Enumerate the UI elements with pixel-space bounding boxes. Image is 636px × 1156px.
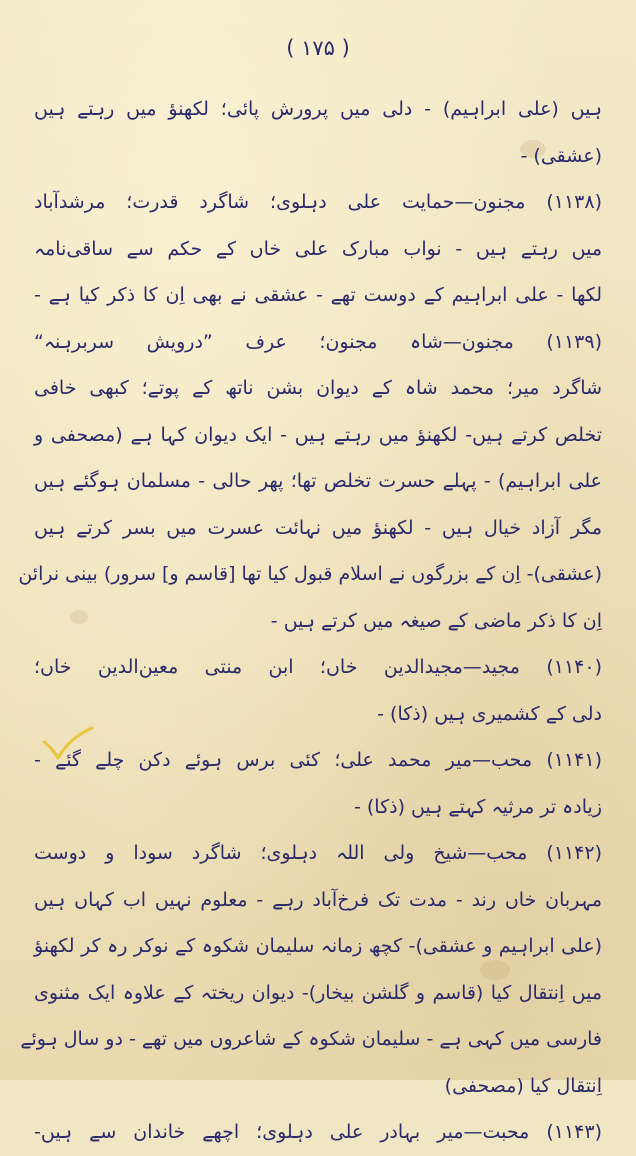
- body-text: [18, 86, 602, 1156]
- entry-heading-line: (۱۱۴۲) محب—شیخ ولی اللہ دہلوی؛ شاگرد سودا و دوست: [34, 842, 602, 864]
- text-line: (عشقی)- اِن کے بزرگوں نے اسلام قبول کیا تھا [قاسم و] سرور) بینی نرائن: [18, 563, 602, 585]
- check-mark-icon: [40, 724, 96, 764]
- text-line: مگر آزاد خیال ہیں - لکھنؤ میں نہائت عسرت میں بسر کرتے ہیں: [34, 516, 602, 539]
- text-line: ہیں (علی ابراہیم) - دلی میں پرورش پائی؛ لکھنؤ میں رہتے ہیں: [34, 98, 602, 120]
- entry-heading-line: (۱۱۳۹) مجنون—شاہ مجنون؛ عرف ”درویش سربرہنہ“: [34, 330, 602, 353]
- text-line: (عشقی) -: [520, 144, 602, 167]
- text-line: دلی کے کشمیری ہیں (ذکا) -: [377, 702, 602, 725]
- text-line: اِن کا ذکر ماضی کے صیغہ میں کرتے ہیں -: [270, 609, 602, 632]
- entry-heading-line: (۱۱۴۱) محب—میر محمد علی؛ کئی برس ہوئے دکن چلے گئے -: [34, 749, 602, 771]
- text-line: (علی ابراہیم و عشقی)- کچھ زمانہ سلیمان شکوہ کے نوکر رہ کر لکھنؤ: [34, 935, 602, 957]
- text-line: فارسی میں کہی ہے - سلیمان شکوہ کے شاعروں میں تھے - دو سال ہوئے: [20, 1028, 602, 1050]
- text-line: میں رہتے ہیں - نواب مبارک علی خاں کے حکم سے ساقی‌نامہ: [34, 237, 602, 260]
- text-line: زیادہ تر مرثیہ کہتے ہیں (ذکا) -: [353, 795, 602, 818]
- text-line: اِنتقال کیا (مصحفی): [444, 1074, 602, 1097]
- text-line: لکھا - علی ابراہیم کے دوست تھے - عشقی نے بھی اِن کا ذکر کیا ہے -: [34, 284, 602, 306]
- text-line: تخلص کرتے ہیں- لکھنؤ میں رہتے ہیں - ایک دیوان کہا ہے (مصحفی و: [34, 423, 602, 446]
- entry-heading-line: (۱۱۳۸) مجنون—حمایت علی دہلوی؛ شاگرد قدرت؛ مرشدآباد: [34, 191, 602, 213]
- page-number: ( ۱۷۵ ): [286, 36, 350, 60]
- text-line: علی ابراہیم) - پہلے حسرت تخلص تھا؛ پھر حالی - مسلمان ہوگئے ہیں: [34, 470, 602, 492]
- text-line: میں اِنتقال کیا (قاسم و گلشن بیخار)- دیوان ریختہ کے علاوہ ایک مثنوی: [34, 981, 602, 1004]
- text-line: مہربان خاں رند - مدت تک فرخ‌آباد رہے - معلوم نہیں اب کہاں ہیں: [34, 888, 602, 911]
- entry-heading-line: (۱۱۴۰) مجید—مجیدالدین خاں؛ ابن منتی معین‌الدین خاں؛: [34, 656, 602, 678]
- text-line: شاگرد میر؛ محمد شاہ کے دیوان بشن ناتھ کے پوتے؛ کبھی خافی: [34, 377, 602, 399]
- entry-heading-line: (۱۱۴۳) محبت—میر بہادر علی دہلوی؛ اچھے خاندان سے ہیں-: [34, 1121, 602, 1143]
